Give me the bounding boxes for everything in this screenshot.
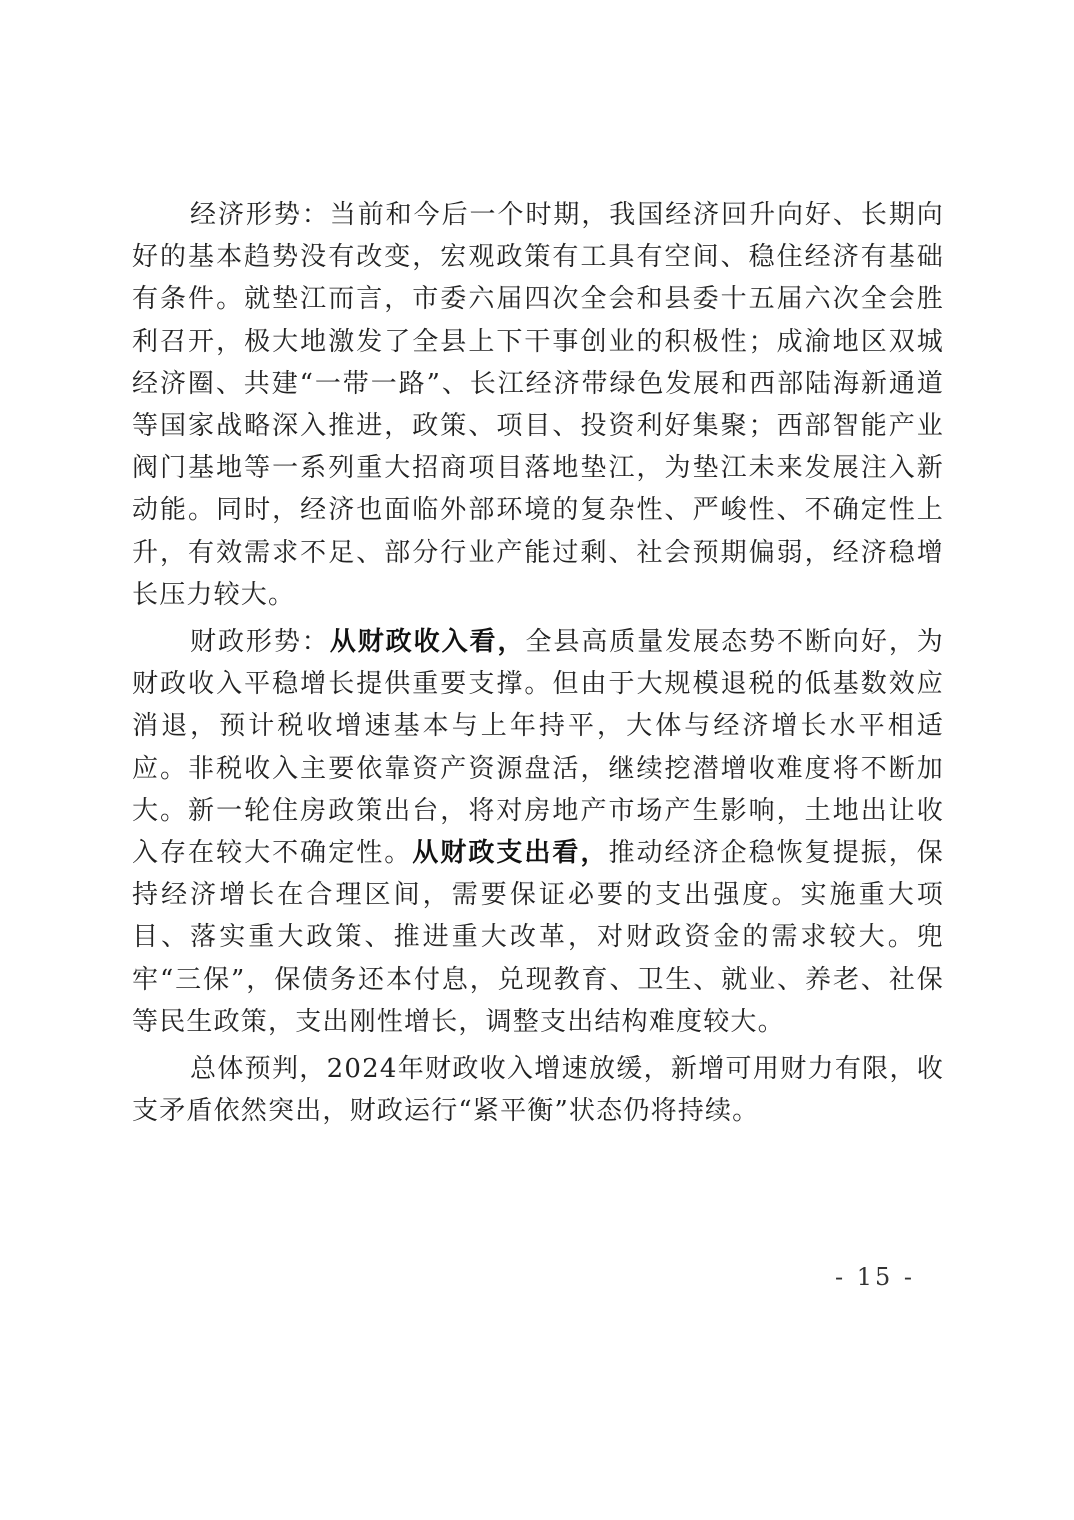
paragraph-text: 推动经济企稳恢复提振，保持经济增长在合理区间，需要保证必要的支出强度。实施重大项目、落实重大政策、推进重大改革，对财政资金的需求较大。兜牢“三保”，保债务还本付息，兑现教育、卫生、就业、养老、社保等民生政策，支出刚性增长，调整支出结构难度较大。 <box>132 838 944 1037</box>
paragraph-text: 总体预判，2024年财政收入增速放缓，新增可用财力有限，收支矛盾依然突出，财政运行“紧平衡”状态仍将持续。 <box>132 1054 944 1127</box>
page-number: - 15 - <box>834 1263 915 1291</box>
paragraph-text: 财政形势： <box>190 627 330 658</box>
paragraph-economic-situation <box>132 194 944 616</box>
paragraph-text: 经济形势：当前和今后一个时期，我国经济回升向好、长期向好的基本趋势没有改变，宏观政策有工具有空间、稳住经济有基础有条件。就垫江而言，市委六届四次全会和县委十五届六次全会胜利召开，极大地激发了全县上下干事创业的积极性；成渝地区双城经济圈、共建“一带一路”、长江经济带绿色发展和西部陆海新通道等国家战略深入推进，政策、项目、投资利好集聚；西部智能产业阀门基地等一系列重大招商项目落地垫江，为垫江未来发展注入新动能。同时，经济也面临外部环境的复杂性、严峻性、不确定性上升，有效需求不足、部分行业产能过剩、社会预期偏弱，经济稳增长压力较大。 <box>132 200 944 610</box>
paragraph-overall-forecast <box>132 1048 944 1132</box>
paragraph-text: 全县高质量发展态势不断向好，为财政收入平稳增长提供重要支撑。但由于大规模退税的低基数效应消退，预计税收增速基本与上年持平，大体与经济增长水平相适应。非税收入主要依靠资产资源盘活，继续挖潜增收难度将不断加大。新一轮住房政策出台，将对房地产市场产生影响，土地出让收入存在较大不确定性。 <box>132 627 944 869</box>
paragraph-fiscal-situation <box>132 621 944 1043</box>
emphasis-revenue-heading: 从财政收入看， <box>329 627 526 658</box>
emphasis-expenditure-heading: 从财政支出看， <box>412 838 609 869</box>
document-body <box>132 194 944 1137</box>
